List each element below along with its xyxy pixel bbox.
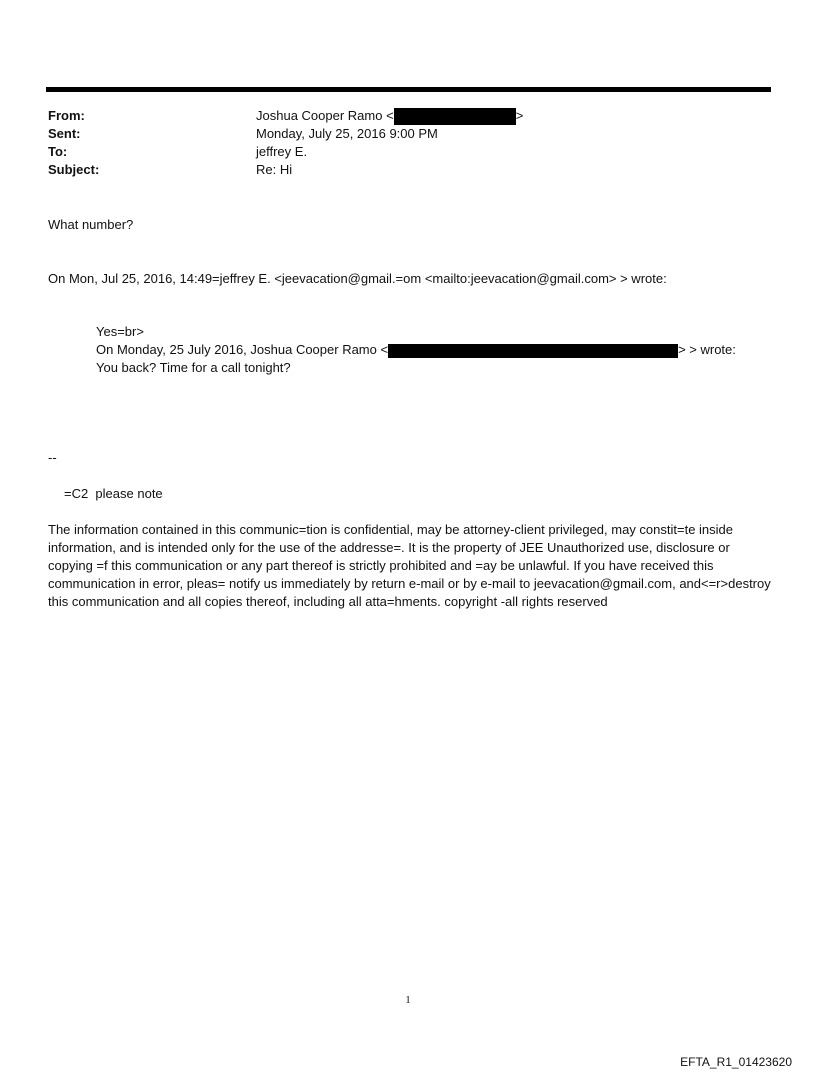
to-value: jeffrey E. (256, 144, 308, 159)
subject-label: Subject: (48, 162, 100, 177)
from-value (256, 107, 523, 125)
from-close-bracket: > (515, 108, 524, 123)
quoted-message: You back? Time for a call tonight? (96, 360, 291, 375)
from-name: Joshua Cooper Ramo (256, 108, 383, 123)
subject-value: Re: Hi (256, 162, 293, 177)
to-label: To: (48, 144, 68, 159)
bates-number: EFTA_R1_01423620 (680, 1055, 792, 1069)
page-number: 1 (405, 994, 411, 1006)
quoted-intro (96, 341, 736, 359)
from-label: From: (48, 108, 85, 123)
please-note: =C2 please note (64, 486, 163, 501)
quoted-intro-suffix: > > wrote: (678, 342, 736, 357)
redaction-box (388, 344, 678, 358)
confidentiality-disclaimer: The information contained in this communic=tion is confidential, may be attorney-client privileged, may constit=te inside information, and is intended only for the use of the addresse=. It is the property of JEE Unauthorized use, disclosure or copying =f this communication or any part thereof is strictly prohibited and =ay be unlawful. If you have received this communication in error, pleas= notify us immediately by return e-mail or by e-mail to jeevacation@gmail.com, and<=r>destroy this communication and all copies thereof, including all atta=hments. copyright -all rights reserved (48, 522, 771, 609)
quoted-yes: Yes=br> (96, 324, 144, 339)
sent-value: Monday, July 25, 2016 9:00 PM (256, 126, 438, 141)
signature-separator: -- (48, 450, 57, 465)
quoted-intro-prefix: On Monday, 25 July 2016, Joshua Cooper Ramo < (96, 342, 389, 357)
header-rule (46, 87, 771, 92)
reply-text: What number? (48, 217, 134, 232)
sent-label: Sent: (48, 126, 81, 141)
redaction-box (394, 108, 516, 125)
quote-intro: On Mon, Jul 25, 2016, 14:49=jeffrey E. <jeevacation@gmail.=om <mailto:jeevacation@gmail.com> > wrote: (48, 271, 667, 286)
from-open-bracket: < (386, 108, 394, 123)
